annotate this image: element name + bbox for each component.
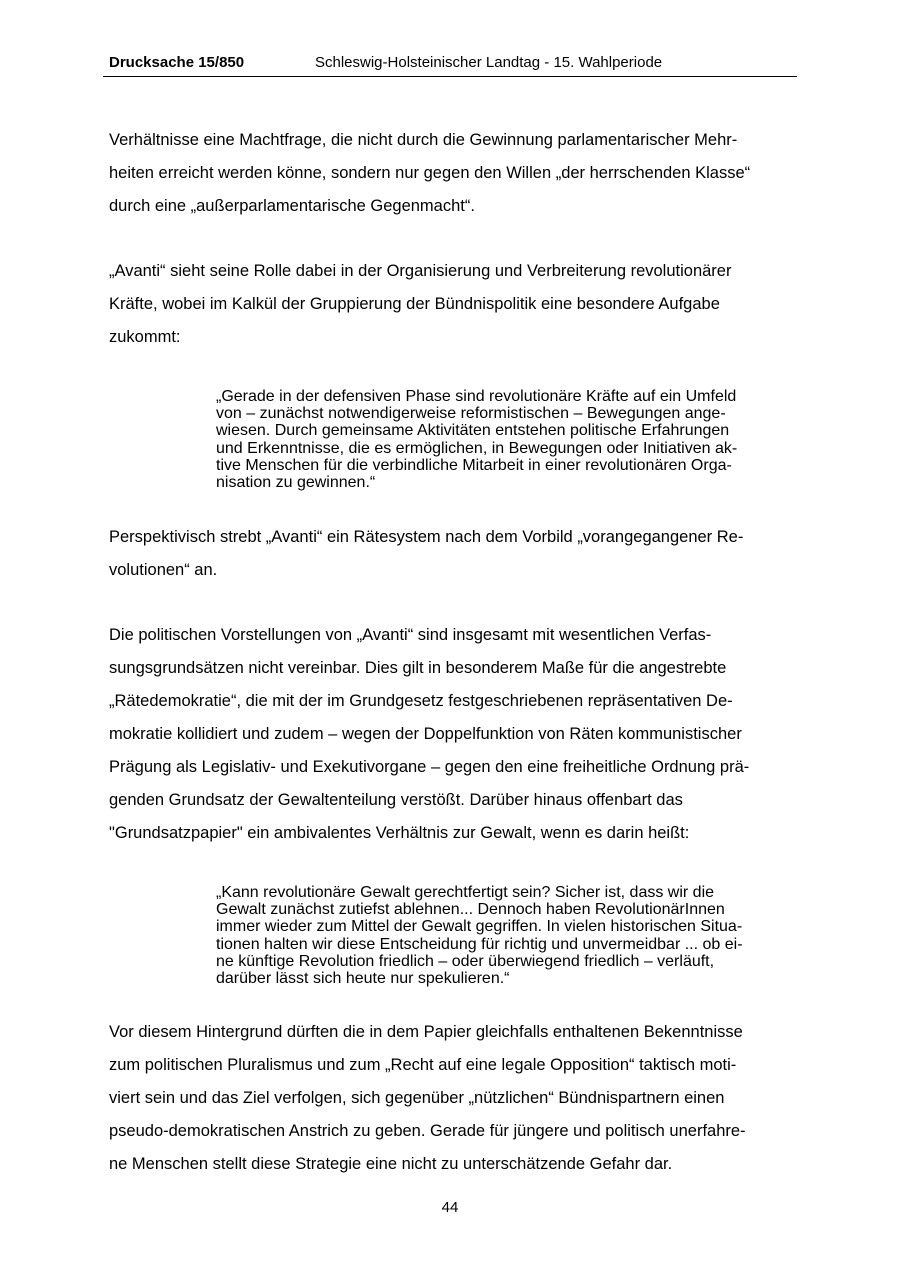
quote-line: „Gerade in der defensiven Phase sind revolutionäre Kräfte auf ein Umfeld [216, 388, 737, 405]
text-line: Die politischen Vorstellungen von „Avanti“ sind insgesamt mit wesentlichen Verfas- [109, 626, 712, 644]
quote-line: Gewalt zunächst zutiefst ablehnen... Dennoch haben RevolutionärInnen [216, 901, 725, 919]
paragraph [109, 521, 799, 587]
block-quote [216, 388, 796, 491]
quote-line: tionen halten wir diese Entscheidung für richtig und unvermeidbar ... ob ei- [216, 935, 743, 953]
quote-line: wiesen. Durch gemeinsame Aktivitäten entstehen politische Erfahrungen [216, 422, 730, 440]
page-header [103, 50, 797, 77]
text-line: Perspektivisch strebt „Avanti“ ein Rätesystem nach dem Vorbild „vorangegangener Re- [109, 528, 744, 546]
text-line: ne Menschen stellt diese Strategie eine nicht zu unterschätzende Gefahr dar. [109, 1155, 673, 1173]
text-line: pseudo-demokratischen Anstrich zu geben. Gerade für jüngere und politisch unerfahre- [109, 1122, 746, 1140]
text-line: „Avanti“ sieht seine Rolle dabei in der Organisierung und Verbreiterung revolutionärer [109, 262, 732, 280]
text-line: „Rätedemokratie“, die mit der im Grundgesetz festgeschriebenen repräsentativen De- [109, 692, 733, 710]
doc-number: Drucksache 15/850 [109, 54, 245, 71]
text-line: volutionen“ an. [109, 561, 218, 579]
quote-line: immer wieder zum Mittel der Gewalt gegriffen. In vielen historischen Situa- [216, 918, 743, 936]
text-line: Kräfte, wobei im Kalkül der Gruppierung der Bündnispolitik eine besondere Aufgabe [109, 295, 720, 313]
text-line: zum politischen Pluralismus und zum „Recht auf eine legale Opposition“ taktisch moti- [109, 1056, 737, 1074]
text-line: Verhältnisse eine Machtfrage, die nicht durch die Gewinnung parlamentarischer Mehr- [109, 131, 738, 149]
text-line: "Grundsatzpapier" ein ambivalentes Verhältnis zur Gewalt, wenn es darin heißt: [109, 824, 690, 842]
text-line: Prägung als Legislativ- und Exekutivorgane – gegen den eine freiheitliche Ordnung prä- [109, 758, 750, 776]
block-quote [216, 884, 796, 987]
text-line: mokratie kollidiert und zudem – wegen der Doppelfunktion von Räten kommunistischer [109, 725, 742, 743]
text-line: heiten erreicht werden könne, sondern nur gegen den Willen „der herrschenden Klasse“ [109, 164, 751, 182]
text-line: genden Grundsatz der Gewaltenteilung verstößt. Darüber hinaus offenbart das [109, 791, 683, 809]
paragraph [109, 255, 799, 354]
quote-line: nisation zu gewinnen.“ [216, 473, 376, 491]
doc-title: Schleswig-Holsteinischer Landtag - 15. Wahlperiode [315, 54, 663, 71]
text-line: viert sein und das Ziel verfolgen, sich gegenüber „nützlichen“ Bündnispartnern einen [109, 1089, 725, 1107]
quote-line: und Erkenntnisse, die es ermöglichen, in Bewegungen oder Initiativen ak- [216, 439, 738, 457]
page-number: 44 [441, 1199, 459, 1216]
quote-line: von – zunächst notwendigerweise reformistischen – Bewegungen ange- [216, 405, 726, 423]
text-line: sungsgrundsätzen nicht vereinbar. Dies gilt in besonderem Maße für die angestrebte [109, 659, 727, 677]
quote-line: ne künftige Revolution friedlich – oder überwiegend friedlich – verläuft, [216, 952, 715, 970]
text-line: Vor diesem Hintergrund dürften die in dem Papier gleichfalls enthaltenen Bekenntnisse [109, 1023, 743, 1041]
text-line: durch eine „außerparlamentarische Gegenmacht“. [109, 197, 475, 215]
text-line: zukommt: [109, 328, 181, 346]
paragraph [109, 1016, 799, 1181]
quote-line: darüber lässt sich heute nur spekulieren.“ [216, 969, 510, 987]
paragraph [109, 124, 799, 223]
quote-line: tive Menschen für die verbindliche Mitarbeit in einer revolutionären Orga- [216, 456, 732, 474]
quote-line: „Kann revolutionäre Gewalt gerechtfertigt sein? Sicher ist, dass wir die [216, 884, 715, 901]
paragraph [109, 619, 799, 850]
